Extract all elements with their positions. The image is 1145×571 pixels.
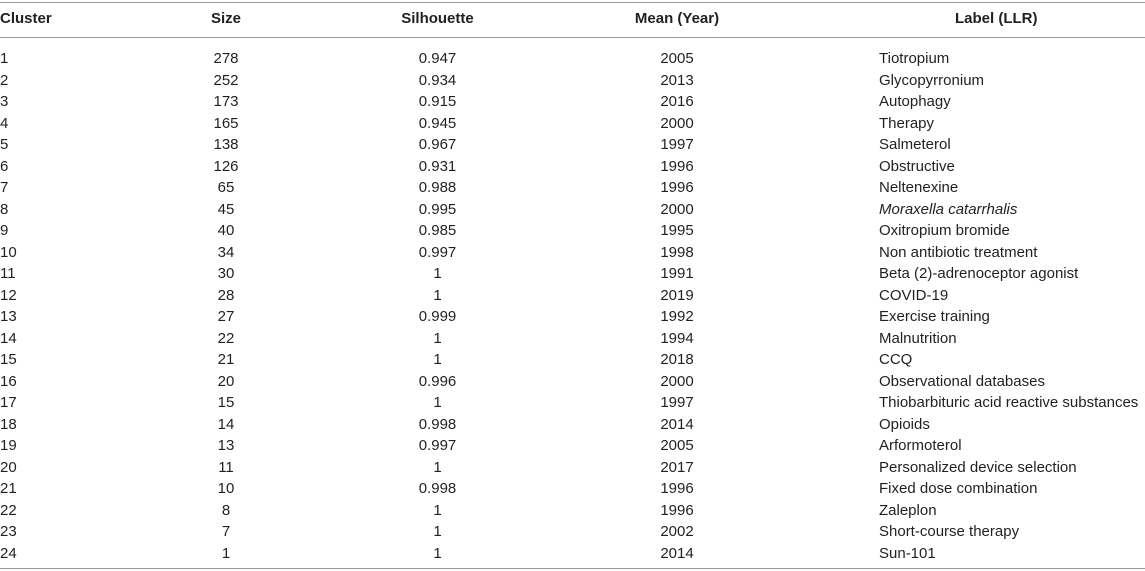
table-row: [0, 521, 1145, 543]
cell-label: Observational databases: [879, 372, 1045, 390]
cell-mean-year: 1998: [660, 243, 694, 261]
cell-size: 21: [217, 351, 235, 368]
table-body: [0, 48, 1145, 564]
cell-cluster: 4: [0, 114, 9, 132]
cell-silhouette: 1: [433, 265, 442, 282]
cell-silhouette: 0.998: [418, 415, 457, 433]
cell-cluster: 18: [0, 415, 17, 433]
cell-cluster: 23: [0, 523, 17, 540]
cell-cluster: 13: [0, 308, 17, 325]
cell-mean-year: 2019: [660, 286, 694, 304]
cell-cluster: 21: [0, 480, 17, 497]
cell-size: 1: [221, 544, 231, 562]
cell-mean-year: 2018: [660, 351, 694, 368]
cell-mean-year: 1996: [660, 179, 694, 196]
cell-cluster: 19: [0, 437, 17, 454]
cell-label: Thiobarbituric acid reactive substances: [879, 394, 1139, 411]
cell-mean-year: 2014: [660, 544, 694, 562]
cell-mean-year: 2014: [660, 415, 694, 433]
table-row: [0, 242, 1145, 264]
cell-size: 65: [217, 179, 235, 196]
cell-silhouette: 1: [433, 544, 442, 562]
cell-cluster: 17: [0, 394, 17, 411]
table-row: [0, 392, 1145, 414]
cell-label: Opioids: [879, 415, 930, 433]
cell-silhouette: 1: [433, 523, 442, 540]
cell-label: Moraxella catarrhalis: [879, 200, 1018, 218]
cell-mean-year: 1991: [660, 265, 694, 282]
cell-label: Therapy: [879, 114, 935, 132]
cell-mean-year: 2005: [660, 50, 694, 67]
table-row: [0, 414, 1145, 436]
cell-mean-year: 2005: [660, 437, 694, 454]
cell-silhouette: 1: [433, 458, 442, 476]
cell-cluster: 5: [0, 136, 9, 153]
cell-size: 22: [217, 329, 235, 347]
cell-silhouette: 0.999: [418, 308, 457, 325]
cell-mean-year: 2000: [660, 114, 694, 132]
cell-silhouette: 0.945: [418, 114, 457, 132]
cell-size: 173: [213, 93, 239, 110]
cell-size: 15: [217, 394, 235, 411]
table-row: [0, 435, 1145, 457]
cell-label: Arformoterol: [879, 437, 962, 454]
cell-cluster: 15: [0, 351, 17, 368]
cell-silhouette: 1: [433, 286, 442, 304]
cell-cluster: 9: [0, 222, 9, 239]
cell-label: Glycopyrronium: [879, 71, 985, 89]
table-row: [0, 500, 1145, 522]
header-cluster: Cluster: [0, 10, 52, 27]
bottom-rule: [0, 568, 1145, 569]
cell-silhouette: 0.995: [418, 200, 457, 218]
cell-mean-year: 2000: [660, 200, 694, 218]
cell-size: 28: [217, 286, 235, 304]
table-header: [0, 8, 1145, 30]
cell-silhouette: 0.996: [418, 372, 457, 390]
cell-cluster: 3: [0, 93, 9, 110]
cell-cluster: 12: [0, 286, 17, 304]
cell-silhouette: 0.985: [418, 222, 457, 239]
cell-label: Neltenexine: [879, 179, 959, 196]
header-label-llr: Label (LLR): [955, 10, 1038, 27]
cell-size: 10: [217, 480, 235, 497]
cell-silhouette: 0.997: [418, 437, 457, 454]
cell-label: CCQ: [879, 351, 913, 368]
table-row: [0, 177, 1145, 199]
cell-silhouette: 0.934: [418, 71, 457, 89]
cell-silhouette: 0.998: [418, 480, 457, 497]
table-row: [0, 263, 1145, 285]
cell-silhouette: 0.947: [418, 50, 457, 67]
cell-label: Short-course therapy: [879, 523, 1020, 540]
table-row: [0, 156, 1145, 178]
cell-size: 278: [213, 50, 239, 67]
table-row: [0, 48, 1145, 70]
cell-label: Beta (2)-adrenoceptor agonist: [879, 265, 1079, 282]
cell-mean-year: 2016: [660, 93, 694, 110]
cell-mean-year: 2013: [660, 71, 694, 89]
cell-mean-year: 1995: [660, 222, 694, 239]
cell-label: COVID-19: [879, 286, 949, 304]
cell-label: Non antibiotic treatment: [879, 243, 1038, 261]
cell-mean-year: 1994: [660, 329, 694, 347]
cell-size: 45: [217, 200, 235, 218]
cell-label: Obstructive: [879, 157, 955, 175]
table-row: [0, 371, 1145, 393]
cell-cluster: 24: [0, 544, 17, 562]
cell-size: 252: [213, 71, 239, 89]
cell-silhouette: 0.997: [418, 243, 457, 261]
cell-cluster: 16: [0, 372, 17, 390]
cell-cluster: 20: [0, 458, 17, 476]
cell-label: Autophagy: [879, 93, 951, 110]
cell-size: 27: [217, 308, 235, 325]
cell-size: 7: [221, 523, 231, 540]
table-row: [0, 478, 1145, 500]
cell-size: 14: [217, 415, 235, 433]
header-silhouette: Silhouette: [401, 10, 474, 27]
header-rule: [0, 37, 1145, 38]
cell-cluster: 10: [0, 243, 17, 261]
table-row: [0, 349, 1145, 371]
table-row: [0, 91, 1145, 113]
cell-label: Oxitropium bromide: [879, 222, 1010, 239]
cell-silhouette: 0.931: [418, 157, 457, 175]
table-row: [0, 134, 1145, 156]
cell-label: Tiotropium: [879, 50, 950, 67]
cell-mean-year: 2017: [660, 458, 694, 476]
cell-silhouette: 1: [433, 351, 442, 368]
cell-size: 40: [217, 222, 235, 239]
cell-mean-year: 1992: [660, 308, 694, 325]
cell-cluster: 14: [0, 329, 17, 347]
cell-label: Zaleplon: [879, 501, 937, 519]
cell-size: 11: [218, 458, 234, 476]
cell-cluster: 22: [0, 501, 17, 519]
cell-silhouette: 1: [433, 394, 442, 411]
cell-size: 126: [213, 157, 239, 175]
cell-silhouette: 0.988: [418, 179, 457, 196]
cell-size: 8: [221, 501, 231, 519]
header-size: Size: [210, 10, 241, 27]
cell-mean-year: 1996: [660, 501, 694, 519]
cell-cluster: 1: [0, 50, 9, 67]
table-row: [0, 113, 1145, 135]
cell-label: Fixed dose combination: [879, 480, 1038, 497]
cell-label: Malnutrition: [879, 329, 957, 347]
top-rule: [0, 2, 1145, 3]
cell-size: 30: [217, 265, 235, 282]
cell-mean-year: 1996: [660, 157, 694, 175]
cell-silhouette: 1: [433, 329, 442, 347]
table-row: [0, 328, 1145, 350]
table-row: [0, 543, 1145, 565]
table-row: [0, 70, 1145, 92]
cell-size: 34: [217, 243, 235, 261]
table-row: [0, 220, 1145, 242]
cell-cluster: 7: [0, 179, 9, 196]
cell-cluster: 8: [0, 200, 9, 218]
table-row: [0, 199, 1145, 221]
cell-size: 165: [213, 114, 239, 132]
cell-size: 13: [217, 437, 235, 454]
cell-mean-year: 1996: [660, 480, 694, 497]
table-row: [0, 285, 1145, 307]
cell-mean-year: 2000: [660, 372, 694, 390]
cell-label: Salmeterol: [879, 136, 951, 153]
header-mean-year: Mean (Year): [634, 10, 720, 27]
cell-cluster: 2: [0, 71, 9, 89]
cell-size: 138: [213, 136, 239, 153]
table-row: [0, 306, 1145, 328]
cell-silhouette: 1: [433, 501, 442, 519]
cell-mean-year: 2002: [660, 523, 694, 540]
cell-silhouette: 0.915: [418, 93, 457, 110]
cell-cluster: 11: [0, 265, 16, 282]
cell-size: 20: [217, 372, 235, 390]
cell-silhouette: 0.967: [418, 136, 457, 153]
cell-label: Exercise training: [879, 308, 990, 325]
table-row: [0, 457, 1145, 479]
cell-cluster: 6: [0, 157, 9, 175]
cell-label: Personalized device selection: [879, 458, 1077, 476]
cell-mean-year: 1997: [660, 394, 694, 411]
cell-mean-year: 1997: [660, 136, 694, 153]
cell-label: Sun-101: [879, 544, 936, 562]
